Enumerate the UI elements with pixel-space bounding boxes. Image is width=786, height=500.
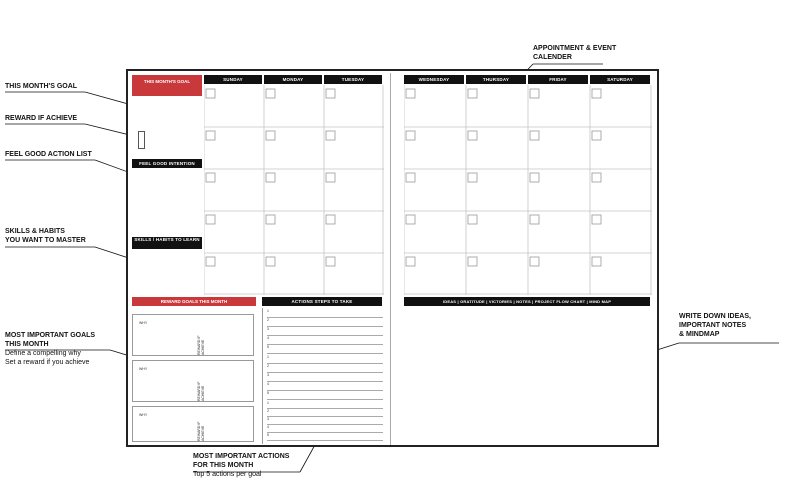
callout-actions-line1: MOST IMPORTANT ACTIONS — [193, 453, 290, 460]
callout-feel-good: FEEL GOOD ACTION LIST — [5, 151, 92, 158]
callout-ideas-line3: & MINDMAP — [679, 331, 720, 338]
why-label-1: WHY — [139, 321, 148, 325]
callout-month-goal: THIS MONTH'S GOAL — [5, 83, 78, 90]
goal-box-1 — [132, 314, 254, 356]
day-header-saturday: SATURDAY — [590, 75, 650, 84]
callout-important-line1: MOST IMPORTANT GOALS — [5, 332, 96, 339]
callout-ideas-line1: WRITE DOWN IDEAS, — [679, 313, 751, 320]
reward-label-2: REWARD IF ACHIEVE — [197, 381, 205, 401]
callout-important-line2: THIS MONTH — [5, 341, 49, 348]
month-goal-header: THIS MONTH'S GOAL — [132, 75, 202, 96]
goal-box-3 — [132, 406, 254, 442]
day-header-thursday: THURSDAY — [466, 75, 526, 84]
reward-label-1: REWARD IF ACHIEVE — [197, 335, 205, 355]
goal-box-2 — [132, 360, 254, 402]
leader-actions-diag — [300, 443, 316, 472]
reward-box — [138, 131, 145, 149]
action-group-3 — [263, 400, 383, 444]
action-group-1 — [263, 308, 383, 353]
callout-ideas-line2: IMPORTANT NOTES — [679, 322, 747, 329]
why-label-2: WHY — [139, 367, 148, 371]
day-header-sunday: SUNDAY — [204, 75, 262, 84]
day-header-tuesday: TUESDAY — [324, 75, 382, 84]
callout-reward: REWARD IF ACHIEVE — [5, 115, 78, 122]
step-3-5: 5 — [267, 433, 383, 441]
callout-important-sub2: Set a reward if you achieve — [5, 359, 90, 366]
action-steps-list — [262, 308, 383, 444]
step-2-5: 5 — [267, 391, 383, 400]
step-2-4: 4 — [267, 382, 383, 391]
callout-appointment-line2: CALENDER — [533, 54, 572, 61]
callout-appointment-line1: APPOINTMENT & EVENT — [533, 45, 617, 52]
day-header-friday: FRIDAY — [528, 75, 588, 84]
planner-board — [126, 69, 659, 447]
callout-skills-line2: YOU WANT TO MASTER — [5, 237, 86, 244]
action-group-2 — [263, 354, 383, 399]
callout-actions-sub: Top 5 actions per goal — [193, 471, 262, 478]
notes-header: IDEAS | GRATITUDE | VICTORIES | NOTES | PROJECT FLOW CHART | MIND MAP — [404, 297, 650, 306]
step-2-2: 2 — [267, 364, 383, 373]
reward-label-3: REWARD IF ACHIEVE — [197, 421, 205, 441]
step-1-1: 1 — [267, 309, 383, 318]
step-1-2: 2 — [267, 318, 383, 327]
step-3-2: 2 — [267, 409, 383, 417]
why-label-3: WHY — [139, 413, 148, 417]
step-2-1: 1 — [267, 355, 383, 364]
action-steps-header: ACTIONS STEPS TO TAKE — [262, 297, 382, 306]
day-header-wednesday: WEDNESDAY — [404, 75, 464, 84]
step-1-5: 5 — [267, 345, 383, 354]
callout-important-sub1: Define a compelling why — [5, 350, 81, 357]
goal-boxes — [132, 308, 256, 444]
calendar-grid-right — [404, 85, 652, 295]
skills-header: SKILLS / HABITS TO LEARN — [132, 237, 202, 249]
step-3-4: 4 — [267, 425, 383, 433]
callout-skills-line1: SKILLS & HABITS — [5, 228, 65, 235]
reward-goals-header: REWARD GOALS THIS MONTH — [132, 297, 256, 306]
step-2-3: 3 — [267, 373, 383, 382]
step-3-1: 1 — [267, 401, 383, 409]
step-3-3: 3 — [267, 417, 383, 425]
callout-actions-line2: FOR THIS MONTH — [193, 462, 254, 469]
step-1-4: 4 — [267, 336, 383, 345]
calendar-grid-left — [204, 85, 384, 295]
center-fold — [390, 73, 391, 445]
step-1-3: 3 — [267, 327, 383, 336]
feel-good-header: FEEL GOOD INTENTION — [132, 159, 202, 168]
day-header-monday: MONDAY — [264, 75, 322, 84]
